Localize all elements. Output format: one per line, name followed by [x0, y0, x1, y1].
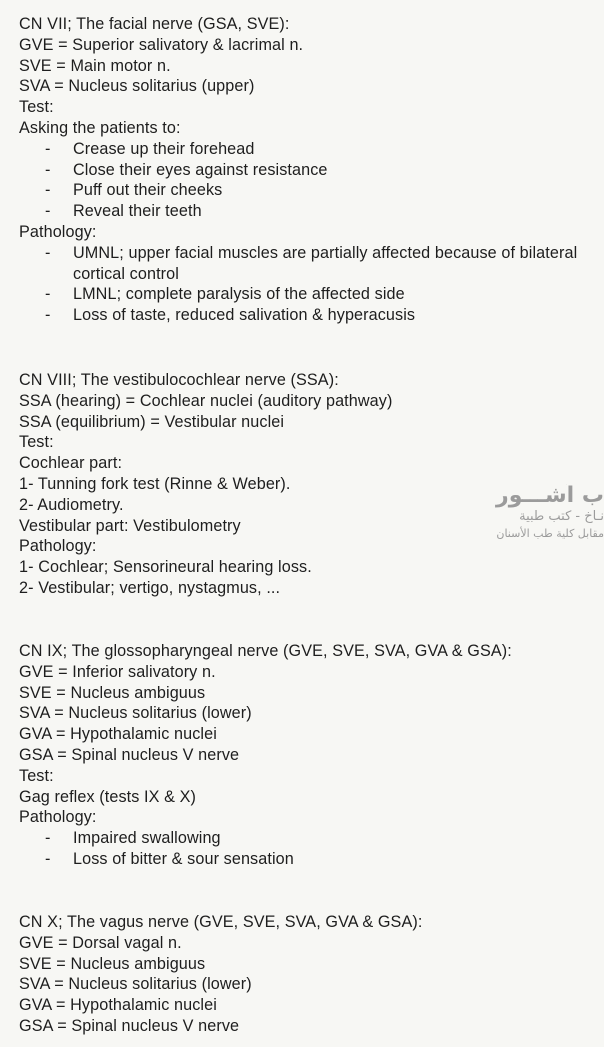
cn9-line: Pathology: — [19, 808, 97, 827]
cn7-test-instruction: Asking the patients to: — [19, 118, 181, 137]
bullet-dash: - — [45, 181, 51, 200]
cn7-pathology-item: - LMNL; complete paralysis of the affected side — [45, 285, 405, 304]
cn9-line: Test: — [19, 766, 54, 785]
cn10-title: CN X; The vagus nerve (GVE, SVE, SVA, GVA & GSA): — [19, 913, 423, 931]
cn7-pathology-label: Pathology: — [19, 222, 97, 241]
cn10-line: SVE = Nucleus ambiguus — [19, 954, 206, 973]
bullet-dash: - — [45, 160, 51, 179]
cn7-pathology-item: - Loss of taste, reduced salivation & hyperacusis — [45, 306, 416, 325]
cn10-line: GVE = Dorsal vagal n. — [19, 933, 182, 952]
cn8-line: Pathology: — [19, 537, 97, 556]
cn7-pathology-item: - UMNL; upper facial muscles are partially affected because of bilateral cortical control — [45, 243, 578, 283]
section-cn9-glossopharyngeal-nerve — [19, 641, 599, 870]
cn9-pathology-item: - Impaired swallowing — [45, 829, 221, 848]
cn9-pathology-item: - Loss of bitter & sour sensation — [45, 849, 294, 868]
cn8-line: SSA (equilibrium) = Vestibular nuclei — [19, 412, 285, 431]
cn7-test-item: - Puff out their cheeks — [45, 181, 223, 200]
bullet-dash: - — [45, 829, 51, 848]
cn10-line: SVA = Nucleus solitarius (lower) — [19, 975, 252, 994]
cn9-line: SVE = Nucleus ambiguus — [19, 683, 206, 702]
cn7-sva-line: SVA = Nucleus solitarius (upper) — [19, 77, 255, 96]
cn9-line: SVA = Nucleus solitarius (lower) — [19, 704, 252, 723]
bullet-dash: - — [45, 243, 51, 262]
cn10-line: GSA = Spinal nucleus V nerve — [19, 1016, 240, 1035]
cn8-line: Test: — [19, 433, 54, 452]
bookstore-stamp-watermark — [464, 484, 604, 542]
cn8-line: Vestibular part: Vestibulometry — [19, 516, 241, 535]
bullet-dash: - — [45, 306, 51, 325]
cn8-line: 2- Vestibular; vertigo, nystagmus, ... — [19, 578, 281, 597]
cn7-test-item: - Crease up their forehead — [45, 139, 255, 158]
stamp-line-2: نـاخ - كتب طبية — [519, 509, 604, 524]
cn10-line: GVA = Hypothalamic nuclei — [19, 996, 217, 1015]
bullet-dash: - — [45, 139, 51, 158]
cn9-line: Gag reflex (tests IX & X) — [19, 787, 197, 806]
cn9-line: GVE = Inferior salivatory n. — [19, 662, 216, 681]
cn7-gve-line: GVE = Superior salivatory & lacrimal n. — [19, 35, 304, 54]
stamp-line-3: مقابل كلية طب الأسنان — [496, 527, 604, 540]
cn8-line: Cochlear part: — [19, 454, 123, 473]
cn7-sve-line: SVE = Main motor n. — [19, 56, 171, 75]
cn7-test-label: Test: — [19, 98, 54, 117]
section-cn10-vagus-nerve — [19, 912, 599, 1037]
bullet-dash: - — [45, 285, 51, 304]
section-cn7-facial-nerve — [19, 14, 599, 326]
cn8-line: 1- Cochlear; Sensorineural hearing loss. — [19, 558, 312, 577]
cn8-line: 2- Audiometry. — [19, 495, 124, 514]
cn7-test-item: - Reveal their teeth — [45, 202, 202, 221]
stamp-line-1: ب آشـــور — [496, 484, 604, 508]
cn9-line: GVA = Hypothalamic nuclei — [19, 725, 217, 744]
cn9-title: CN IX; The glossopharyngeal nerve (GVE, SVE, SVA, GVA & GSA): — [19, 642, 512, 660]
bullet-dash: - — [45, 202, 51, 221]
cn8-line: SSA (hearing) = Cochlear nuclei (auditory pathway) — [19, 391, 393, 410]
cn7-test-item: - Close their eyes against resistance — [45, 160, 328, 179]
cn8-title: CN VIII; The vestibulocochlear nerve (SSA): — [19, 371, 339, 389]
bullet-dash: - — [45, 849, 51, 868]
cn7-title: CN VII; The facial nerve (GSA, SVE): — [19, 15, 290, 33]
cn8-line: 1- Tunning fork test (Rinne & Weber). — [19, 474, 291, 493]
cn9-line: GSA = Spinal nucleus V nerve — [19, 745, 240, 764]
